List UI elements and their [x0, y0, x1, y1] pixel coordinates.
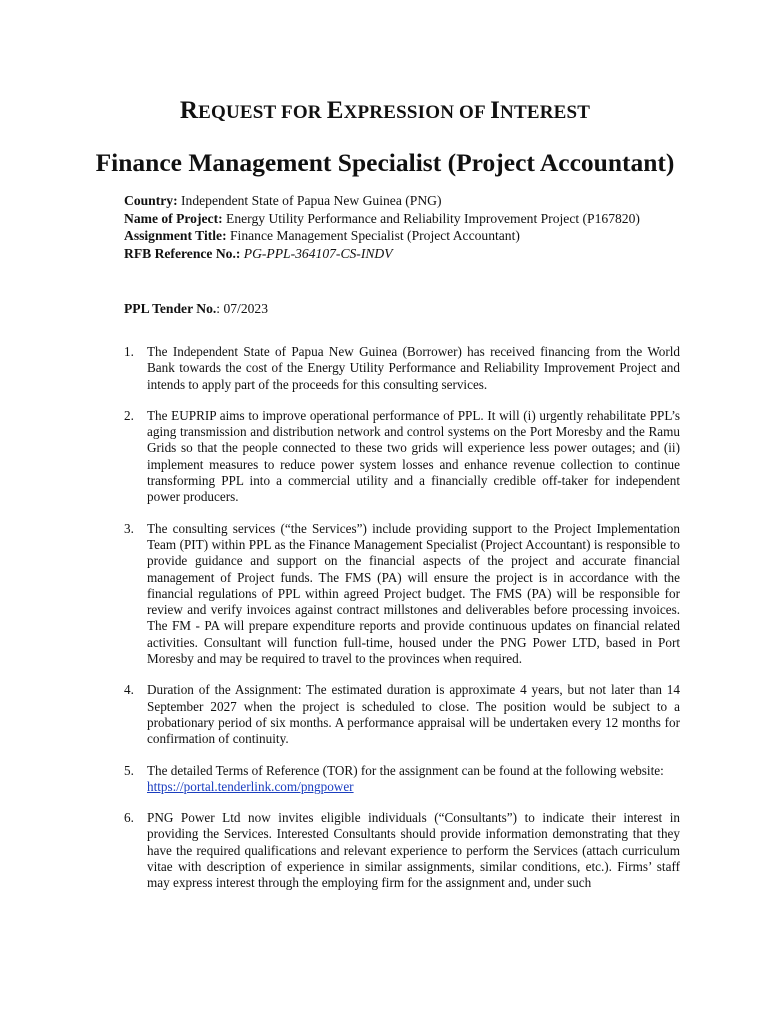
position-title: Finance Management Specialist (Project Accountant) — [95, 148, 675, 177]
item-number: 6. — [124, 810, 134, 826]
project-row — [124, 210, 680, 228]
item-text: The Independent State of Papua New Guinea (Borrower) has received financing from the World Bank towards the cost of the Energy Utility Performance and Reliability Improvement Project and intends to apply part of the proceeds for this consulting services. — [147, 344, 680, 392]
item-number: 5. — [124, 762, 134, 778]
tender-value: : 07/2023 — [216, 301, 269, 316]
assignment-value: Finance Management Specialist (Project Accountant) — [226, 228, 520, 244]
heading-cap-r: R — [179, 97, 199, 124]
project-value: Energy Utility Performance and Reliability Improvement Project (P167820) — [222, 210, 640, 226]
country-row — [124, 192, 680, 210]
numbered-list — [124, 344, 680, 907]
item-text: Duration of the Assignment: The estimated duration is approximate 4 years, but not later than 14 September 2027 when the project is scheduled to close. The position would be subject to a probationary period of six months. A performance appraisal will be undertaken every 12 months for confirmation of continuity. — [147, 682, 680, 747]
list-item — [124, 521, 680, 668]
heading-text-1: EQUEST FOR — [198, 102, 327, 123]
country-label: Country: — [124, 193, 178, 208]
tor-website-link[interactable]: https://portal.tenderlink.com/pngpower — [147, 778, 354, 794]
list-item — [124, 810, 680, 891]
item-text: The EUPRIP aims to improve operational performance of PPL. It will (i) urgently rehabilitate PPL’s aging transmission and distribution network and control systems on the Port Moresby and the Ramu Grids so that the people connected to these two grids will experience less power outages; and (ii) implement measures to reduce power system losses and enhance revenue collection to continue transforming PPL into a commercial utility and a financially credible off-taker for independent power producers. — [147, 407, 680, 505]
document-heading — [0, 97, 770, 125]
heading-cap-i: I — [490, 97, 501, 124]
list-item — [124, 344, 680, 393]
item-number: 1. — [124, 344, 134, 359]
list-item — [124, 408, 680, 506]
item-number: 4. — [124, 682, 134, 698]
list-item — [124, 763, 680, 796]
assignment-label: Assignment Title: — [124, 228, 227, 244]
rfb-value: PG-PPL-364107-CS-INDV — [240, 245, 393, 261]
item-number: 3. — [124, 520, 134, 536]
heading-text-3: NTEREST — [500, 102, 591, 123]
tender-label: PPL Tender No. — [124, 301, 217, 316]
list-item — [124, 682, 680, 747]
item-text: PNG Power Ltd now invites eligible individuals (“Consultants”) to indicate their interest in providing the Services. Interested Consultants should provide information demonstrating that they have the required qualifications and relevant experience to perform the Services (attach curriculum vitae with description of experience in similar assignments, similar conditions, etc.). Firms’ staff may express interest through the employing firm for the assignment and, under such — [147, 810, 680, 891]
item-text: The consulting services (“the Services”) include providing support to the Project Implementation Team (PIT) within PPL as the Finance Management Specialist (Project Accountant) is responsible to provide guidance and support on the financial aspects of the project and accurate financial management of Project funds. The FMS (PA) will ensure the project is in accordance with the financial regulations of PPL within agreed Project budget. The FMS (PA) will be responsible for review and verify invoices against contract millstones and deliverables before processing invoices. The FM - PA will prepare expenditure reports and provide continuous updates on financial related activities. Consultant will function full-time, housed under the PNG Power LTD, based in Port Moresby and may be required to travel to the provinces when required. — [147, 520, 680, 667]
tender-number-row — [124, 300, 680, 318]
country-value: Independent State of Papua New Guinea (PNG) — [177, 193, 442, 208]
rfb-label: RFB Reference No.: — [124, 245, 241, 261]
item-text: The detailed Terms of Reference (TOR) for the assignment can be found at the following website: — [147, 762, 664, 778]
assignment-row — [124, 227, 680, 245]
heading-cap-e: E — [326, 97, 344, 124]
tender-details — [124, 192, 680, 262]
item-number: 2. — [124, 407, 134, 423]
project-label: Name of Project: — [124, 210, 223, 226]
rfb-row — [124, 245, 680, 263]
item-text-wrapper — [147, 763, 680, 796]
heading-text-2: XPRESSION OF — [343, 102, 491, 123]
